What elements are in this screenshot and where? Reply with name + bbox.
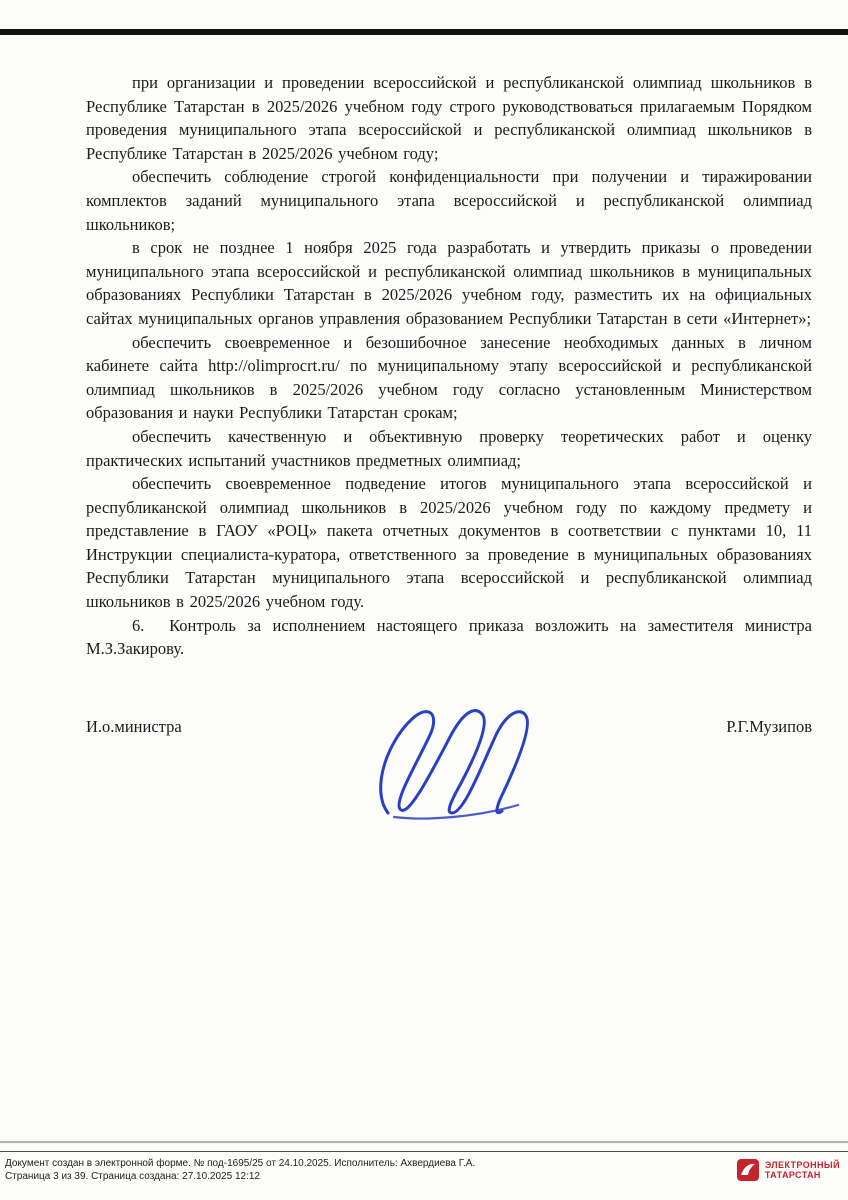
paragraph-control-item: 6. Контроль за исполнением настоящего приказа возложить на заместителя министра М.З.Закирову. [86,615,812,659]
acting-minister-label: И.о.министра [86,716,182,736]
signer-name: Р.Г.Музипов [726,716,812,736]
logo-text-line-2: ТАТАРСТАН [764,1170,821,1180]
footer-line-2: Страница 3 из 39. Страница создана: 27.10.2025 12:12 [5,1171,260,1182]
logo-text [765,1160,840,1181]
paragraph: в срок не позднее 1 ноября 2025 года разработать и утвердить приказы о проведении муниципального этапа всероссийской и республиканской олимпиад школьников в муниципальных образованиях Республики Татарстан в 2025/2026 учебном году, разместить их на официальных сайтах муниципальных органов управления образованием Республики Татарстан в сети «Интернет»; [86,238,812,328]
paragraph: обеспечить своевременное и безошибочное занесение необходимых данных в личном кабинете сайта http://olimprocrt.ru/ по муниципальному этапу всероссийской и республиканской олимпиад школьников в 2025/2026 учебном году согласно установленным Министерством образования и науки Республики Татарстан срокам; [86,332,812,423]
footer-divider [0,1151,848,1152]
signature-block [86,715,812,739]
paragraph: обеспечить соблюдение строгой конфиденциальности при получении и тиражировании комплектов заданий муниципального этапа всероссийской и республиканской олимпиад школьников; [86,167,812,234]
electronic-tatarstan-logo-icon [736,1158,760,1182]
electronic-tatarstan-logo [736,1158,840,1182]
document-body [86,71,812,738]
paragraph: при организации и проведении всероссийской и республиканской олимпиад школьников в Республике Татарстан в 2025/2026 учебном году строго руководствоваться прилагаемым Порядком проведения муниципального этапа всероссийской и республиканской олимпиад школьников в Республике Татарстан в 2025/2026 учебном году; [86,73,812,163]
paragraph: обеспечить качественную и объективную проверку теоретических работ и оценку практических испытаний участников предметных олимпиад; [86,426,812,470]
scan-artifact-top-edge [0,29,848,35]
logo-text-line-1: ЭЛЕКТРОННЫЙ [764,1159,840,1170]
paragraph: обеспечить своевременное подведение итогов муниципального этапа всероссийской и республиканской олимпиад школьников в 2025/2026 учебном году по каждому предмету и представление в ГАОУ «РОЦ» пакета отчетных документов в соответствии с пунктами 10, 11 Инструкции специалиста-куратора, ответственного за проведение в муниципальных образованиях Республики Татарстан муниципального этапа всероссийской и республиканской олимпиад школьников в 2025/2026 учебном году. [86,474,812,612]
footer-line-1: Документ создан в электронной форме. № под-1695/25 от 24.10.2025. Исполнитель: Ахвердиева Г.А. [5,1158,476,1169]
handwritten-signature [368,699,540,827]
footer-metadata [5,1157,475,1183]
scan-artifact-bottom-edge [0,1141,848,1143]
